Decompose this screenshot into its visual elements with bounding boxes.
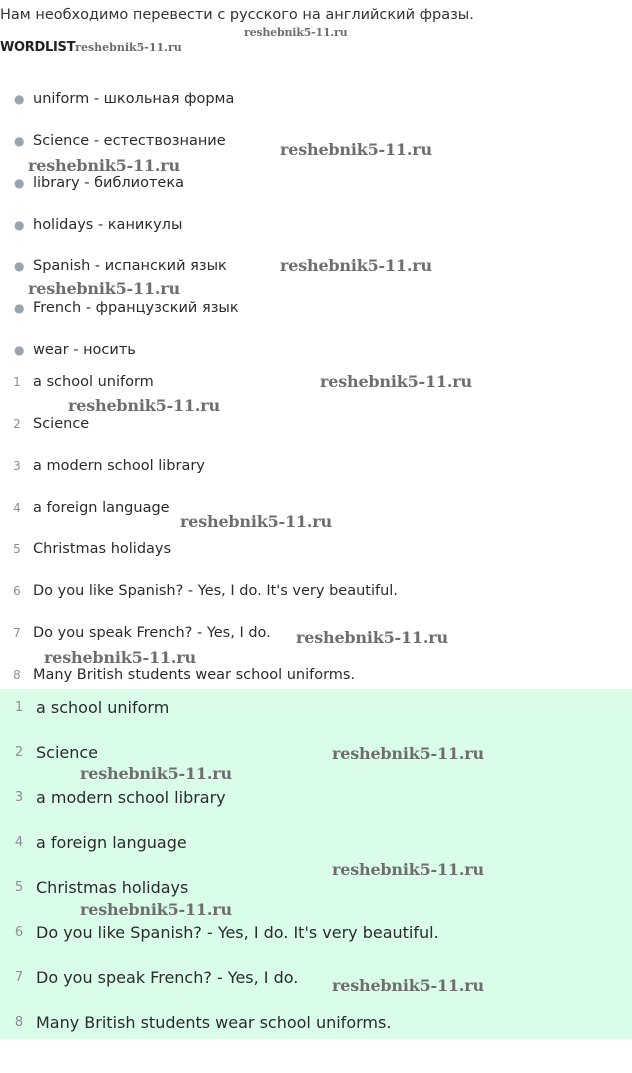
item-text: a foreign language <box>36 833 187 852</box>
watermark: reshebnik5-11.ru <box>332 976 484 995</box>
wordlist-item-text: French - французский язык <box>33 300 239 316</box>
bullet-icon: ● <box>14 301 25 315</box>
item-number: 6 <box>14 925 24 940</box>
item-number: 8 <box>14 1015 24 1030</box>
wordlist-item-text: wear - носить <box>33 342 136 358</box>
item-text: a school uniform <box>36 698 170 717</box>
item-text: Science <box>33 416 90 432</box>
watermark: reshebnik5-11.ru <box>28 156 180 175</box>
item-number: 7 <box>13 626 21 640</box>
item-number: 2 <box>14 745 24 760</box>
item-number: 4 <box>14 835 24 850</box>
watermark: reshebnik5-11.ru <box>180 512 332 531</box>
item-text: a modern school library <box>36 788 226 807</box>
item-number: 1 <box>13 375 21 389</box>
task-instruction: Нам необходимо перевести с русского на английский фразы. <box>0 7 474 23</box>
watermark: reshebnik5-11.ru <box>296 628 448 647</box>
item-number: 2 <box>13 417 21 431</box>
bullet-icon: ● <box>14 134 25 148</box>
bullet-icon: ● <box>14 218 25 232</box>
bullet-icon: ● <box>14 343 25 357</box>
watermark: reshebnik5-11.ru <box>280 140 432 159</box>
watermark: reshebnik5-11.ru <box>332 860 484 879</box>
item-text: Christmas holidays <box>33 541 172 557</box>
watermark: reshebnik5-11.ru <box>75 41 182 54</box>
watermark: reshebnik5-11.ru <box>332 744 484 763</box>
item-number: 1 <box>14 700 24 715</box>
item-number: 7 <box>14 970 24 985</box>
item-number: 5 <box>13 542 21 556</box>
watermark: reshebnik5-11.ru <box>280 256 432 275</box>
watermark: reshebnik5-11.ru <box>244 26 348 39</box>
wordlist-item-text: uniform - школьная форма <box>33 91 235 107</box>
item-text: Do you like Spanish? - Yes, I do. It's very beautiful. <box>36 923 439 942</box>
item-text: Many British students wear school uniforms. <box>36 1013 392 1032</box>
item-number: 6 <box>13 584 21 598</box>
bullet-icon: ● <box>14 176 25 190</box>
wordlist-item-text: library - библиотека <box>33 175 184 191</box>
watermark: reshebnik5-11.ru <box>44 648 196 667</box>
wordlist-heading <box>0 40 182 55</box>
watermark: reshebnik5-11.ru <box>320 372 472 391</box>
item-number: 4 <box>13 501 21 515</box>
item-number: 3 <box>13 459 21 473</box>
item-text: Do you speak French? - Yes, I do. <box>36 968 299 987</box>
watermark: reshebnik5-11.ru <box>68 396 220 415</box>
item-text: Christmas holidays <box>36 878 189 897</box>
item-text: a modern school library <box>33 458 205 474</box>
wordlist-item-text: Science - естествознание <box>33 133 226 149</box>
item-text: a school uniform <box>33 374 154 390</box>
item-text: Science <box>36 743 99 762</box>
bullet-icon: ● <box>14 92 25 106</box>
watermark: reshebnik5-11.ru <box>80 900 232 919</box>
bullet-icon: ● <box>14 259 25 273</box>
answer-block <box>0 689 632 1039</box>
item-number: 3 <box>14 790 24 805</box>
watermark: reshebnik5-11.ru <box>28 279 180 298</box>
item-number: 5 <box>14 880 24 895</box>
wordlist-title: WORDLIST <box>0 40 76 55</box>
item-number: 8 <box>13 668 21 682</box>
item-text: a foreign language <box>33 500 170 516</box>
item-text: Many British students wear school uniforms. <box>33 667 356 683</box>
watermark: reshebnik5-11.ru <box>80 764 232 783</box>
wordlist-item-text: Spanish - испанский язык <box>33 258 227 274</box>
item-text: Do you like Spanish? - Yes, I do. It's very beautiful. <box>33 583 398 599</box>
wordlist-item-text: holidays - каникулы <box>33 217 183 233</box>
item-text: Do you speak French? - Yes, I do. <box>33 625 271 641</box>
